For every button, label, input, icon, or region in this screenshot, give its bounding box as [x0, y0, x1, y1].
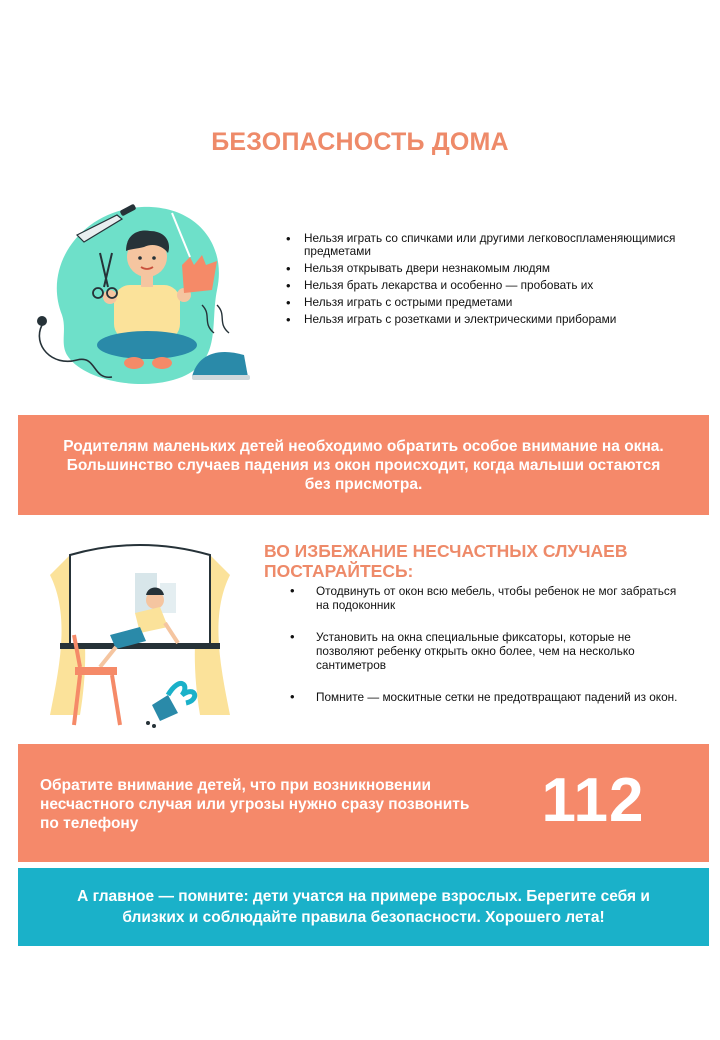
list-item: • Нельзя играть с розетками и электрическими приборами — [286, 313, 706, 326]
list-item: • Нельзя открывать двери незнакомым людям — [286, 262, 706, 275]
closing-band — [18, 868, 709, 946]
windows-notice-text: Родителям маленьких детей необходимо обратить особое внимание на окна. Большинство случаев падения из окон происходит, когда малыши остаются без присмотра. — [63, 437, 664, 493]
plant-icon — [146, 683, 195, 728]
child-climbing-window-illustration — [40, 535, 240, 735]
emergency-band — [18, 744, 709, 862]
prevention-list — [290, 584, 690, 722]
list-item: • Нельзя играть с острыми предметами — [286, 296, 706, 309]
list-item: • Нельзя брать лекарства и особенно — пробовать их — [286, 279, 706, 292]
page-title: БЕЗОПАСНОСТЬ ДОМА — [211, 128, 509, 156]
child-with-dangerous-objects-illustration — [22, 195, 262, 395]
list-item: • Нельзя играть со спичками или другими легковоспламеняющимися предметами — [286, 232, 706, 258]
list-item: • Установить на окна специальные фиксаторы, которые не позволяют ребенку открыть окно более, чем на несколько сантиметров — [290, 630, 690, 672]
emergency-text: Обратите внимание детей, что при возникновении несчастного случая или угрозы нужно сразу позвонить по телефону — [40, 777, 470, 832]
list-item: • Отодвинуть от окон всю мебель, чтобы ребенок не мог забраться на подоконник — [290, 584, 690, 612]
home-rules-list — [286, 232, 706, 330]
list-item: • Помните — москитные сетки не предотвращают падений из окон. — [290, 690, 690, 704]
emergency-number: 112 — [541, 766, 645, 835]
closing-text: А главное — помните: дети учатся на примере взрослых. Берегите себя и близких и соблюдайте правила безопасности. Хорошего лета! — [77, 888, 650, 926]
windows-notice-band — [18, 415, 709, 515]
prevention-title: ВО ИЗБЕЖАНИЕ НЕСЧАСТНЫХ СЛУЧАЕВ ПОСТАРАЙТЕСЬ: — [264, 541, 628, 581]
